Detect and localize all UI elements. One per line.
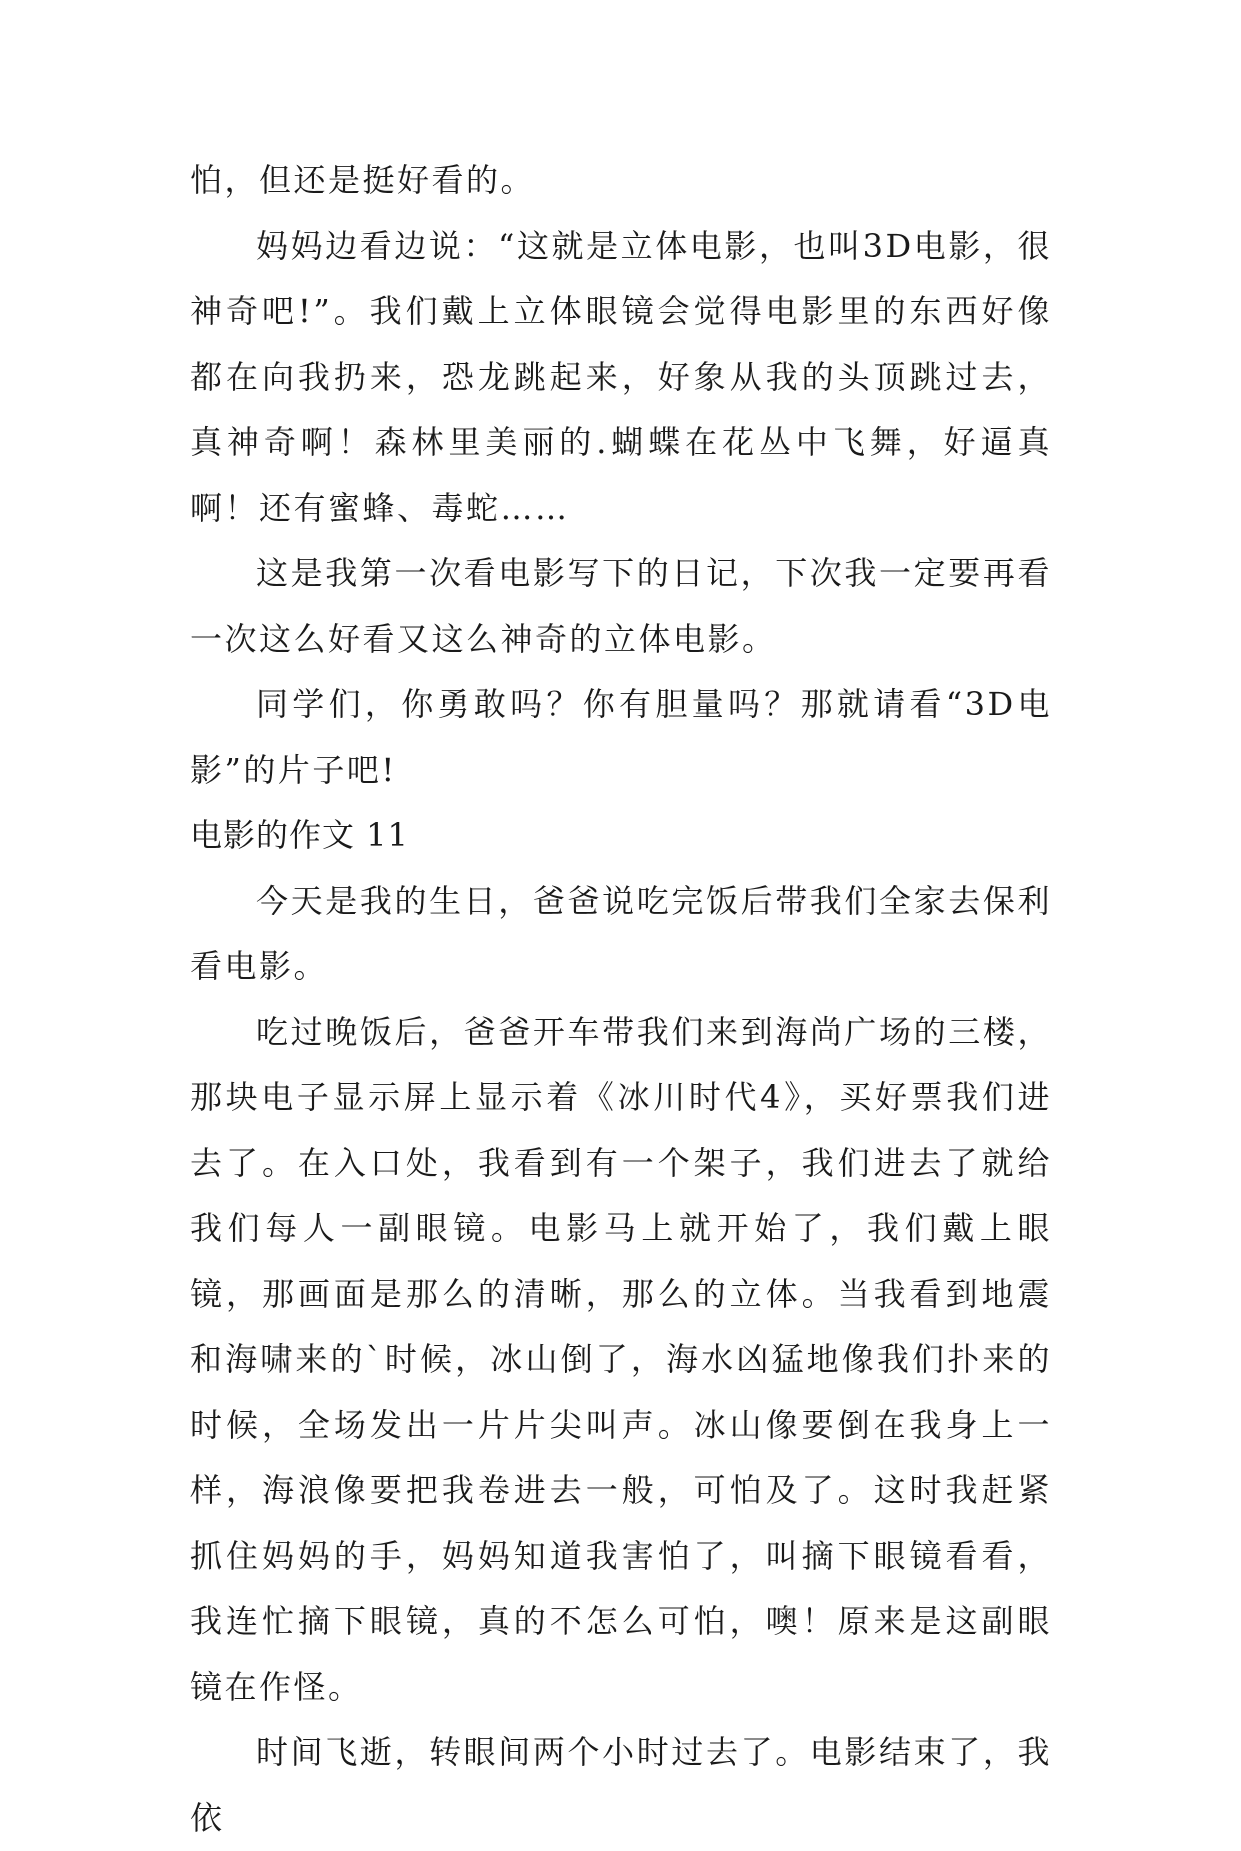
- paragraph: 怕，但还是挺好看的。: [190, 161, 536, 199]
- paragraph: 妈妈边看边说：“这就是立体电影，也叫3D电影，很神奇吧!”。我们戴上立体眼镜会觉得电影里的东西好像都在向我扔来，恐龙跳起来，好象从我的头顶跳过去，真神奇啊！森林里美丽的.蝴蝶在花丛中飞舞，好逼真啊！还有蜜蜂、毒蛇……: [190, 226, 1052, 527]
- paragraph: 同学们，你勇敢吗？你有胆量吗？那就请看“3D电影”的片子吧!: [190, 685, 1052, 789]
- paragraph: 时间飞逝，转眼间两个小时过去了。电影结束了，我依: [190, 1733, 1052, 1837]
- paragraph: 今天是我的生日，爸爸说吃完饭后带我们全家去保利看电影。: [190, 881, 1052, 985]
- paragraph: 这是我第一次看电影写下的日记，下次我一定要再看一次这么好看又这么神奇的立体电影。: [190, 554, 1052, 658]
- section-heading: 电影的作文 11: [190, 816, 409, 854]
- essay-body: [190, 148, 1052, 1851]
- paragraph: 吃过晚饭后，爸爸开车带我们来到海尚广场的三楼，那块电子显示屏上显示着《冰川时代4》，买好票我们进去了。在入口处，我看到有一个架子，我们进去了就给我们每人一副眼镜。电影马上就开始了，我们戴上眼镜，那画面是那么的清晰，那么的立体。当我看到地震和海啸来的`时候，冰山倒了，海水凶猛地像我们扑来的时候，全场发出一片片尖叫声。冰山像要倒在我身上一样，海浪像要把我卷进去一般，可怕及了。这时我赶紧抓住妈妈的手，妈妈知道我害怕了，叫摘下眼镜看看，我连忙摘下眼镜，真的不怎么可怕，噢！原来是这副眼镜在作怪。: [190, 1012, 1052, 1706]
